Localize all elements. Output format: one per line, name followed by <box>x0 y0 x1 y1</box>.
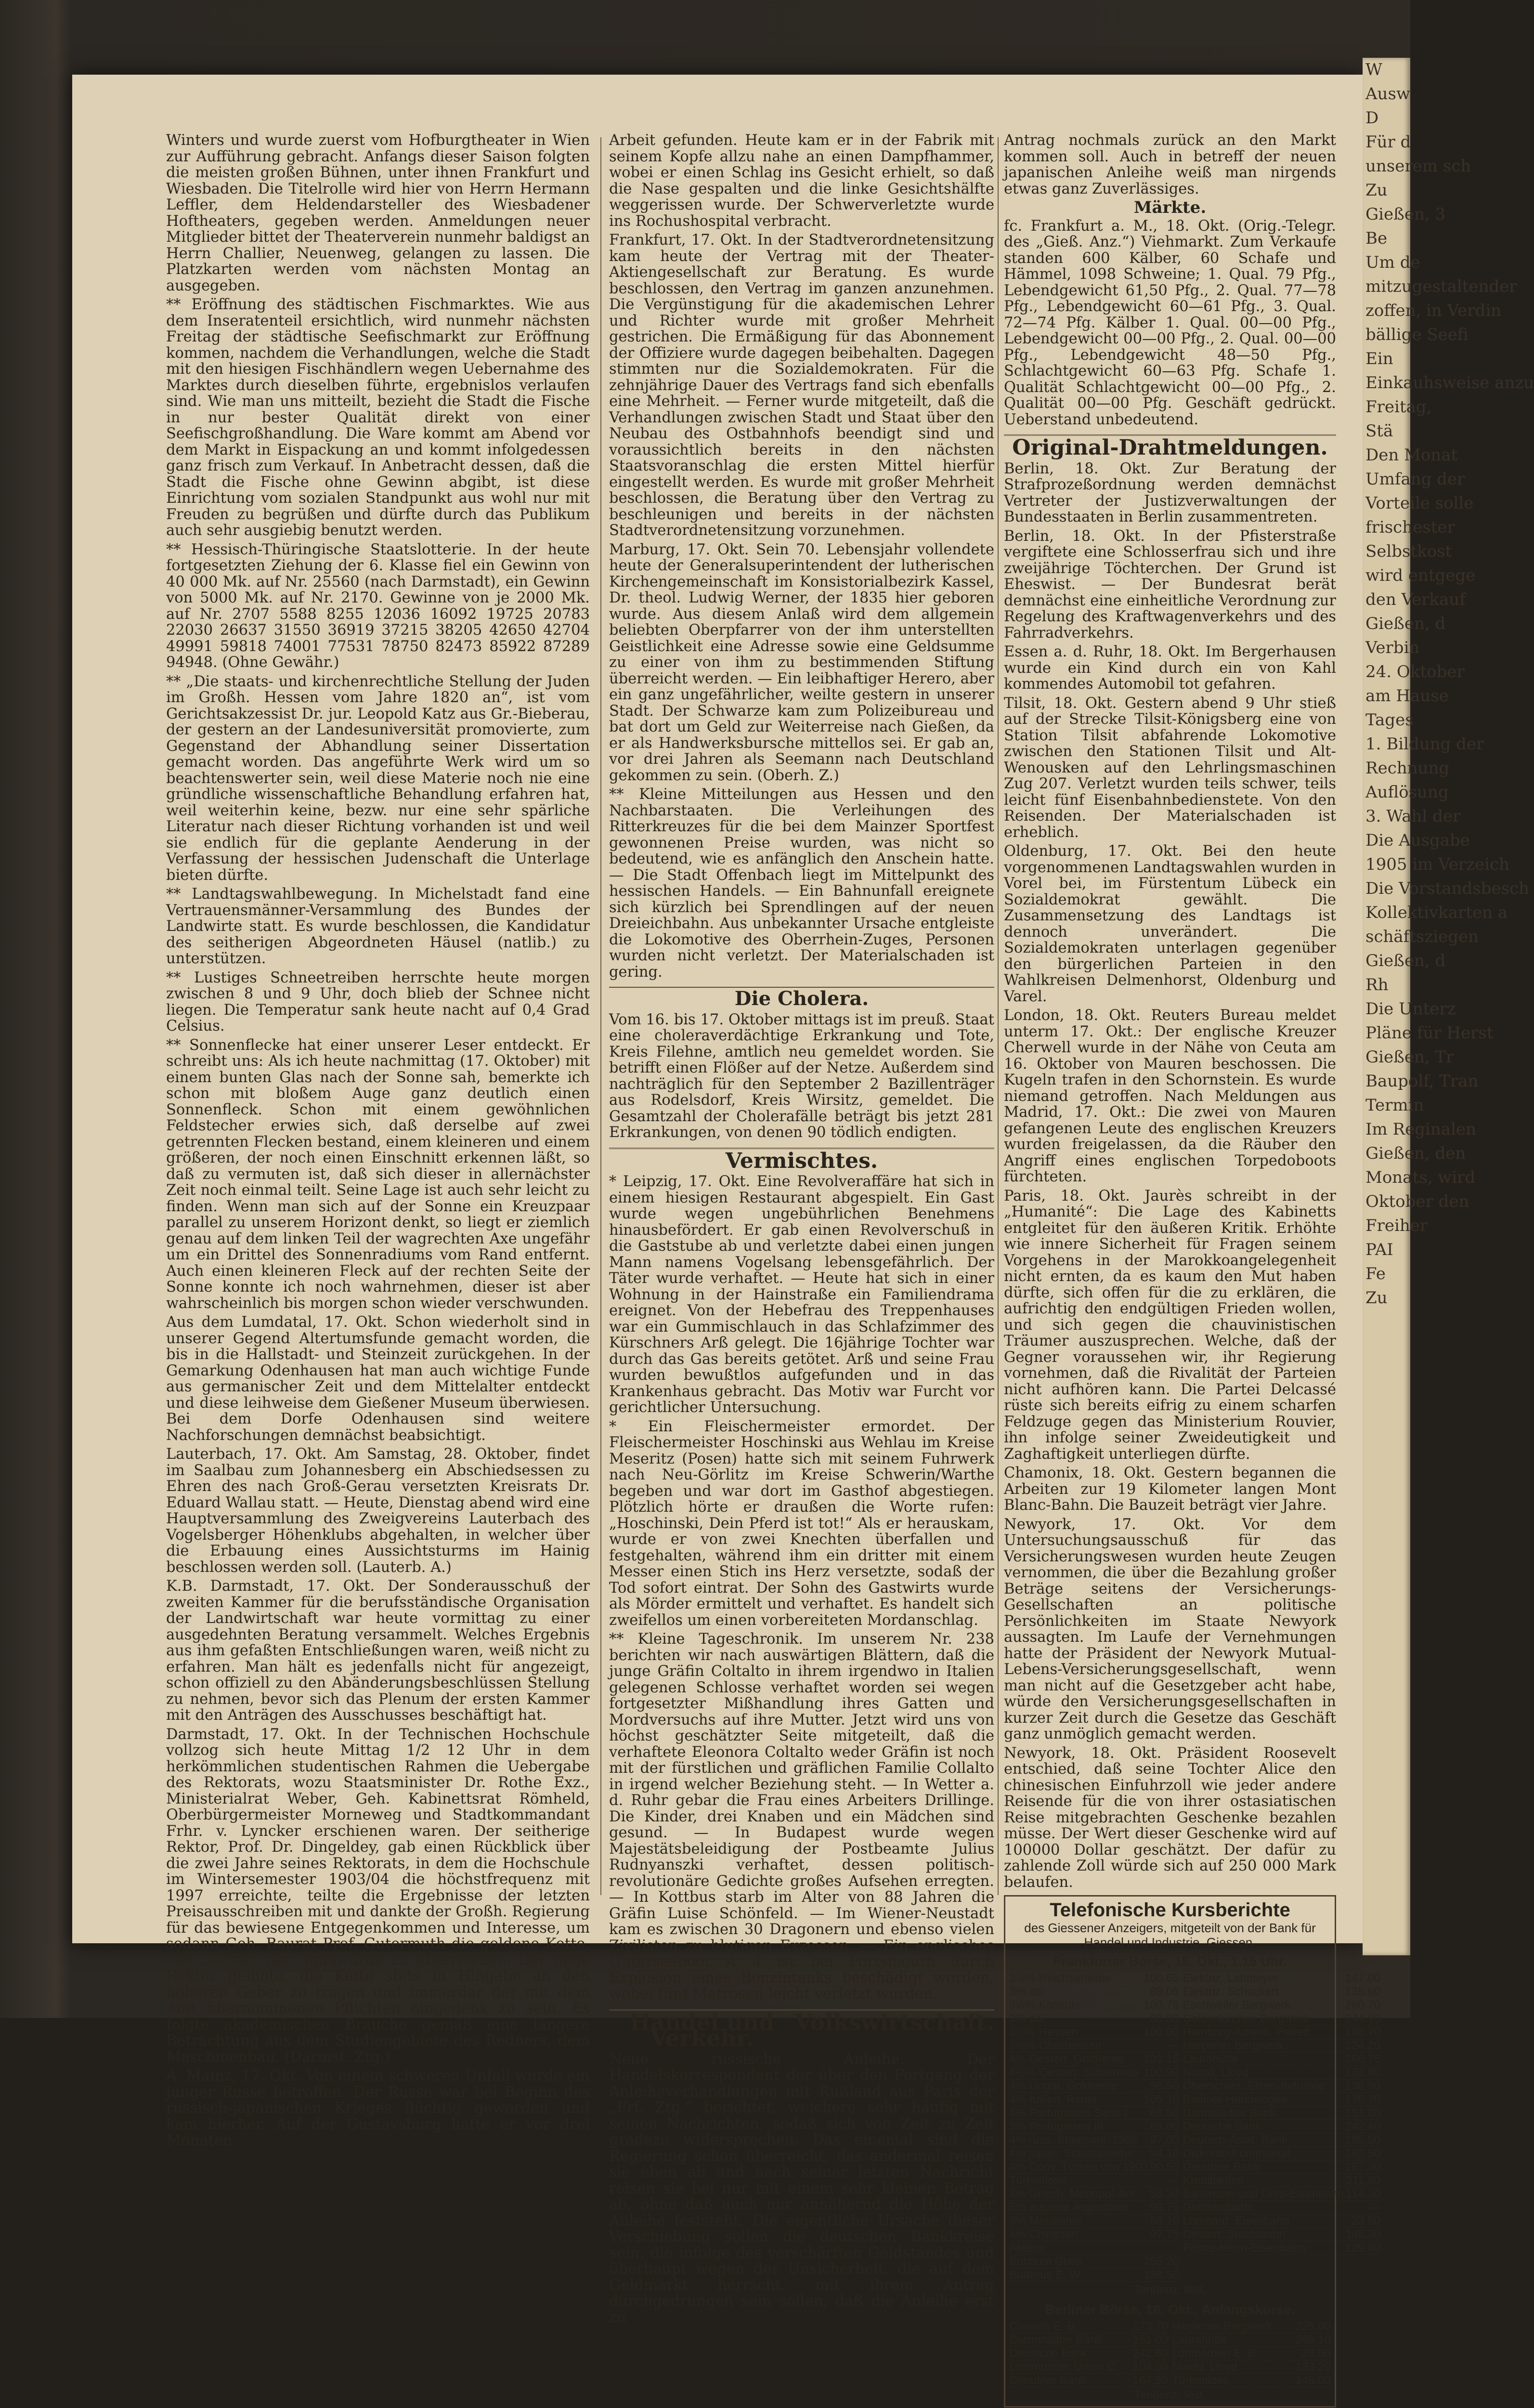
edge-text-fragment: Den Monat <box>1365 445 1458 465</box>
stock-value: 129.80 <box>1345 2241 1381 2254</box>
stock-name: Lombard. Eisenbahn <box>1183 2214 1290 2227</box>
frankfurt-right-column <box>1183 1972 1380 2282</box>
stock-value: 94.10 <box>1150 2146 1179 2160</box>
stock-row <box>1183 2241 1380 2255</box>
stock-value: 68.00 <box>1150 2120 1179 2133</box>
edge-text-fragment: Für d <box>1365 132 1411 152</box>
stock-name: 3½% Reichsanleihe <box>1009 1971 1112 1985</box>
stock-name: 4% Italien. Rente <box>1009 2093 1097 2106</box>
stock-row <box>1009 2066 1179 2080</box>
stock-name: Nordd. Lloyd <box>1183 2066 1248 2079</box>
stock-row <box>1009 2080 1179 2093</box>
stock-row <box>1009 2201 1179 2214</box>
edge-text-fragment: frischester <box>1365 518 1455 537</box>
berlin-tendenz: Tendenz: fest. <box>1134 2388 1206 2402</box>
stock-name: Baltimore- und Ohio-Eisenbahn <box>1183 2187 1344 2200</box>
wire-report: Paris, 18. Okt. Jaurès schreibt in der „Humanité“: Die Lage des Kabinetts entgleitet für den äußeren Kritik. Erhöhte wie innere Sicherheit für Fragen seinem Vorgehens in der Marokkoangelegenheit nicht ernten, da es kaum den Mut haben dürfte, sich offen für die zu erklären, die aufrichtig den endgültigen Frieden wollen, und sich gegen die chauvinistischen Träumer auszusprechen. Welche, daß der Gegner voraussehen wir, ihr Regierung vornehmen, daß die Rivalität der Parteien nicht aufhören kann. Die Partei Delcassé rüste sich bereits eifrig zu einem scharfen Feldzuge gegen das Ministerium Rouvier, ihn infolge seiner Zweideutigkeit und Zaghaftigkeit unterliegen dürfte. <box>1004 1187 1336 1463</box>
stock-name: Bochum Guss <box>1009 2254 1082 2268</box>
edge-text-fragment: Oktober den <box>1365 1192 1469 1211</box>
stock-name: Aktien: <box>1009 2241 1045 2254</box>
stock-value: 224.20 <box>1345 2039 1381 2052</box>
stock-value: 89.05 <box>1150 1985 1179 1998</box>
stock-value: 185.50 <box>1345 2133 1381 2146</box>
stock-value: 101.15 <box>1144 2052 1179 2066</box>
edge-text-fragment: Im Reginalen <box>1365 1120 1476 1139</box>
stock-value: 138.50 <box>1144 2268 1179 2281</box>
stock-value: 100.65 <box>1144 1971 1179 1985</box>
article-paragraph: ** „Die staats- und kirchenrechtliche Stellung der Juden im Großh. Hessen vom Jahre 1820 an“, ist vom Gerichtsakzessist Dr. jur. Leopold Katz aus Gr.-Bieberau, der gestern an der Landesuniversität promovierte, zum Gegenstand der Abhandlung seiner Dissertation gemacht worden. Das angeführte Werk wird um so beachtenswerter sein, weil diese Materie noch nie eine gründliche wissenschaftliche Behandlung erfahren hat, weil weiterhin keine, bezw. nur eine sehr spärliche Literatur nach dieser Richtung vorhanden ist und weil sie endlich für die geplante Aenderung in der Verfassung der hessischen Judenschaft die Unterlage bieten dürfte. <box>166 673 590 884</box>
stock-value: 147.00 <box>1345 1971 1381 1985</box>
stock-name: 5% äussere Argentinier <box>1009 2200 1129 2214</box>
stock-value: 255.20 <box>1144 2254 1179 2268</box>
edge-text-fragment: Gießen, 3 <box>1365 205 1446 224</box>
stock-name: Prince-Henri-Eisenbahn <box>1183 2241 1306 2254</box>
stock-value: 88.80 <box>1150 2012 1179 2025</box>
market-report: fc. Frankfurt a. M., 18. Okt. (Orig.-Telegr. des „Gieß. Anz.“) Viehmarkt. Zum Verkaufe standen 600 Kälber, 60 Schafe und Hämmel, 1098 Schweine; 1. Qual. 79 Pfg., Lebendgewicht 61,50 Pfg., 2. Qual. 77—78 Pfg., Lebendgewicht 60—61 Pfg., 3. Qual. 72—74 Pfg. Kälber 1. Qual. 00—00 Pfg., Lebendgewicht 00—00 Pfg., 2. Qual. 00—00 Pfg., Lebendgewicht 48—50 Pfg., Schlachtgewicht 60—63 Pfg. Schafe 1. Qualität Schlachtgewicht 00—00 Pfg., 2. Qualität 00—00 Pfg. Geschäft gedrückt. Ueberstand unbedeutend. <box>1004 217 1336 428</box>
stock-row <box>1009 2374 1168 2387</box>
stock-row <box>1009 2012 1179 2026</box>
stock-row <box>1009 2241 1179 2255</box>
edge-text-fragment: Freiher <box>1365 1216 1428 1235</box>
stock-row <box>1009 2026 1179 2039</box>
stock-value: 151.00 <box>1345 2106 1381 2120</box>
stock-name: Dortmunder Union C. <box>1009 2360 1118 2373</box>
edge-text-fragment: Gießen, Tr <box>1365 1047 1454 1067</box>
stock-row <box>1183 2066 1380 2080</box>
stock-name: 4% Conv. Türken von 1903 <box>1009 2160 1148 2173</box>
stock-name: 4% Ungar. Goldrente <box>1009 2079 1118 2093</box>
stock-row <box>1183 1999 1380 2012</box>
article-paragraph: ** Kleine Tageschronik. Im unserem Nr. 238 berichten wir nach auswärtigen Blättern, daß die junge Gräfin Coltalto in ihrem irgendwo in Italien gelegenen Schlosse verhaftet worden sei wegen fortgesetzter Mißhandlung ihres Gatten und Mordversuchs auf ihre Mutter. Jetzt wird uns von höchst geschätzter Seite mitgeteilt, daß die verhaftete Eleonora Coltalto weder Gräfin ist noch mit der fürstlichen und gräflichen Familie Collalto in irgend welcher Beziehung steht. — In Wetter a. d. Ruhr gebar die Frau eines Arbeiters Drillinge. Die Kinder, drei Knaben und ein Mädchen sind gesund. — In Budapest wurde wegen Majestätsbeleidigung der Postbeamte Julius Rudnyanszki verhaftet, dessen politisch-revolutionäre Gedichte großes Aufsehen erregten. — In Kottbus starb im Alter von 88 Jahren die Gräfin Luise Schönfeld. — Im Wiener-Neustadt kam es zwischen 30 Dragonern und ebenso vielen Zivilisten zu blutigen Exzessen. — Ein englisches Unterseeboot A 4 ist bei Portsmouth durch Explosion eines Benzintanks beschädigt worden, wobei fünf Matrosen leicht verletzt wurden. <box>609 1631 994 2002</box>
handel-heading-right: Volkswirtschaft. <box>794 2009 994 2035</box>
stock-name: Nordd. Lloyd <box>1172 2360 1238 2373</box>
edge-text-fragment: mitzugestaltender <box>1365 277 1517 296</box>
section-heading-cholera: Die Cholera. <box>609 987 994 1007</box>
article-paragraph: A. Mainz, 17. Okt. Von einem schweren Unfall wurde ein junger Russe betroffen. Der Russe war bei Beginn des russisch-japanischen Krieges flüchtig geworden und kam hierher. Auf der Gustavsburg hatte er vor drei Monaten <box>166 2068 590 2149</box>
edge-text-fragment: Einkauhsweise anzu <box>1365 373 1534 393</box>
stock-row <box>1009 2053 1179 2066</box>
stock-row <box>1183 2026 1380 2039</box>
stock-row <box>1009 1999 1179 2012</box>
stock-row <box>1183 2174 1380 2187</box>
stock-row <box>1009 2214 1179 2228</box>
stock-row <box>1009 2320 1168 2333</box>
stock-name: Eschweiler Bergwerk <box>1183 1998 1291 2012</box>
edge-text-fragment: D <box>1365 108 1379 128</box>
stock-row <box>1183 2201 1380 2214</box>
article-paragraph: ** Landtagswahlbewegung. In Michelstadt fand eine Vertrauensmänner-Versammlung des Bundes der Landwirte statt. Es wurde beschlossen, die Kandidatur des seitherigen Abgeordneten Häusel (natlib.) zu unterstützen. <box>166 886 590 967</box>
wire-report: Newyork, 18. Okt. Präsident Roosevelt entschied, daß seine Tochter Alice den chinesischen Einfuhrzoll wie jeder andere Reisende für die von ihrer ostasiatischen Reise mitgebrachten Geschenke bezahlen müsse. Der Wert dieser Geschenke wird auf 100000 Dollar geschätzt. Der dafür zu zahlende Zoll würde sich auf 250 000 Mark belaufen. <box>1004 1744 1336 1891</box>
stock-row <box>1183 2187 1380 2201</box>
stock-value: — <box>1369 2200 1381 2214</box>
stock-name: Deutsche Bank <box>1009 2346 1088 2360</box>
edge-text-fragment: Be <box>1365 229 1388 248</box>
column-rule <box>600 137 601 1895</box>
wire-report: Tilsit, 18. Okt. Gestern abend 9 Uhr stieß auf der Strecke Tilsit-Königsberg eine von Station Tilsit abfahrende Lokomotive zwischen den Stationen Tilsit und Alt-Wenousken auf den Lehrlingsmaschinen Zug 207. Verletzt wurden teils schwer, teils leicht fünf Eisenbahnbedienstete. Von den Reisenden. Der Materialschaden ist erheblich. <box>1004 694 1336 841</box>
edge-text-fragment: zoffen, in Verdin <box>1365 301 1502 320</box>
stock-name: 4% russ. Staatsanl. 1905 <box>1009 2133 1138 2146</box>
section-heading-vermischtes: Vermischtes. <box>609 1148 994 1169</box>
stock-row <box>1172 2360 1331 2374</box>
stock-name: Türkenlose <box>1009 2173 1066 2187</box>
edge-text-fragment: Die Unterz <box>1365 999 1456 1019</box>
stock-value: 167.50 <box>1132 2373 1168 2387</box>
stock-name: Laurahütte <box>1183 2052 1238 2066</box>
stock-row <box>1183 2053 1380 2066</box>
edge-text-fragment: Ein <box>1365 349 1393 368</box>
stock-value: 211.80 <box>1346 2173 1381 2187</box>
stock-row <box>1183 2039 1380 2053</box>
edge-text-fragment: Rh <box>1365 975 1389 995</box>
edge-text-fragment: Vorteile solle <box>1365 494 1474 513</box>
edge-text-fragment: Freitag, <box>1365 397 1432 417</box>
stock-value: 168.70 <box>1345 2025 1381 2039</box>
stock-name: Gotthardbahn <box>1183 2200 1254 2214</box>
stock-name: Gelsenkirchen Bergwerk <box>1183 2012 1309 2025</box>
stock-row <box>1009 2174 1179 2187</box>
stock-row <box>1009 2093 1179 2107</box>
stock-value: 138.50 <box>1345 2079 1381 2093</box>
edge-text-fragment: PAI <box>1365 1240 1393 1259</box>
stock-value: — <box>1167 2173 1179 2187</box>
stock-row <box>1172 2347 1331 2360</box>
berlin-right-column <box>1172 2320 1331 2387</box>
edge-text-fragment: Zu <box>1365 1288 1388 1308</box>
stock-name: Darmstädter Bank <box>1009 2333 1103 2346</box>
stock-row <box>1183 2120 1380 2133</box>
stock-row <box>1183 2093 1380 2107</box>
article-paragraph: Lauterbach, 17. Okt. Am Samstag, 28. Oktober, findet im Saalbau zum Johannesberg ein Abschiedsessen zu Ehren des nach Groß-Gerau versetzten Kreisrats Dr. Eduard Wallau statt. — Heute, Dienstag abend wird eine Hauptversammlung des Zweigvereins Lauterbach des Vogelsberger Höhenklubs abgehalten, in welcher über die Erbauung eines Aussichtsturms im Hainig beschlossen werden soll. (Lauterb. A.) <box>166 1446 590 1576</box>
article-paragraph: Darmstadt, 17. Okt. In der Technischen Hochschule vollzog sich heute Mittag 1/2 12 Uhr in dem herkömmlichen studentischen Rahmen die Uebergabe des Rektorats, wozu Staatsminister Dr. Rothe Exz., Ministerialrat Weber, Geh. Kabinettsrat Römheld, Oberbürgermeister Morneweg und Stadtkommandant Frhr. v. Lyncker erschienen waren. Der seitherige Rektor, Prof. Dr. Dingeldey, gab einen Rückblick über die zwei Jahre seines Rektorats, in dem die Hochschule im Wintersemester 1903/04 die höchstfrequenz mit 1997 erreichte, teilte die Ergebnisse der letzten Preisausschreiben mit und dankte der Großh. Regierung für das bewiesene Entgegenkommen und Interesse, um sodann Geh. Baurat Prof. Gutermuth die goldene Kette, das Zeichen der Amtswürde zu überreichen. Der neue Rektor gelobte, die Kette stets in Hingabe an den höheren Geber zu tragen und immerdar der mit dem Amt übernommenen Pflichten eingedenk zu sein. Es folgte akademischen Brauche gemäß eine längere Betrachtung aus dem Studiengebiete des Redners, dem Maschinenbau. (Darmst. Ztg.) <box>166 1726 590 2066</box>
stock-value: 90.75 <box>1150 2200 1179 2214</box>
stock-row <box>1009 2228 1179 2241</box>
stock-row <box>1183 1985 1380 1999</box>
stock-value: 100.00 <box>1144 2025 1179 2039</box>
stock-name: 4% Portugiesen Serie I <box>1009 2106 1128 2120</box>
stock-value: 145.30 <box>1345 2227 1381 2241</box>
stock-row <box>1009 2347 1168 2360</box>
edge-text-fragment: Termin <box>1365 1096 1424 1115</box>
stock-value: 280.70 <box>1345 1998 1381 2012</box>
stock-name: 3½% Oberhessen <box>1009 2039 1102 2052</box>
stock-name: Darmstädter Bank <box>1183 2106 1276 2120</box>
stock-name: Türkenlose <box>1172 2373 1229 2387</box>
edge-text-fragment: Gießen, den <box>1365 1144 1466 1163</box>
edge-text-fragment: Rechnung <box>1365 759 1450 778</box>
edge-text-fragment: Zu <box>1365 181 1388 200</box>
wire-report: Essen a. d. Ruhr, 18. Okt. Im Bergerhausen wurde ein Kind durch ein von Kahl kommendes Automobil tot gefahren. <box>1004 643 1336 693</box>
stock-value: 100.75 <box>1144 1998 1179 2012</box>
stock-value: 244.90 <box>1345 2012 1381 2025</box>
article-paragraph: Vom 16. bis 17. Oktober mittags ist im preuß. Staat eine choleraverdächtige Erkrankung und Tote, Kreis Filehne, amtlich neu gemeldet worden. Sie betrifft einen Flößer auf der Netze. Außerdem sind nachträglich für den September 2 Bazillenträger aus Rodelsdorf, Kreis Wirsitz, gemeldet. Die Gesamtzahl der Cholerafälle beträgt bis jetzt 281 Erkrankungen, von denen 90 tödlich endigten. <box>609 1011 994 1141</box>
stock-row <box>1009 2120 1179 2133</box>
stock-value: 97.75 <box>1150 2227 1179 2241</box>
stock-value: 100.90 <box>1144 2066 1179 2079</box>
stock-name: Hamburg-Amerik. Paketf. <box>1183 2025 1313 2039</box>
handel-heading-left: Handel und Verkehr. <box>629 2009 775 2051</box>
frankfurt-table <box>1009 1971 1381 2282</box>
stock-value: 242.40 <box>1345 2120 1381 2133</box>
edge-text-fragment: Umfang der <box>1365 470 1465 489</box>
stock-name: Elektriz. Lahmeyer <box>1183 1971 1279 1985</box>
edge-text-fragment: Kollektivkarten a <box>1365 903 1508 922</box>
adjacent-page-edge <box>1363 58 1534 1955</box>
edge-text-fragment: Ausw <box>1365 84 1411 104</box>
article-paragraph: * Ein Fleischermeister ermordet. Der Fleischermeister Hoschinski aus Wehlau im Kreise Meseritz (Posen) hatte sich mit seinem Fuhrwerk nach Neu-Görlitz im Kreise Schwerin/Warthe begeben und war dort im Gasthof abgestiegen. Plötzlich hörte er draußen die Worte rufen: „Hoschinski, Dein Pferd ist tot!“ Als er herauskam, wurde er von zwei Knechten überfallen und festgehalten, während ihm ein dritter mit einem Messer einen Stich ins Herz versetzte, sodaß der Tod sofort eintrat. Der Sohn des Gastwirts wurde als Mörder ermittelt und verhaftet. Es handelt sich zweifellos um einen vorbereiteten Mordanschlag. <box>609 1418 994 1629</box>
stock-row <box>1183 2147 1380 2160</box>
stock-name: 3½% Konsols <box>1009 1998 1080 2012</box>
article-paragraph: Antrag nochmals zurück an den Markt kommen soll. Auch in betreff der neuen japanischen Anleihe weiß man nirgends etwas ganz Zuverlässiges. <box>1004 132 1336 197</box>
stock-value: 225.00 <box>1295 2319 1331 2333</box>
stock-name: 4% Griech. Monopol-Anl. <box>1009 2187 1138 2200</box>
edge-text-fragment: Fe <box>1365 1264 1386 1283</box>
edge-text-fragment: 1. Bildung der <box>1365 734 1484 754</box>
edge-text-fragment: schäftsziegen <box>1365 927 1479 946</box>
wire-report: Chamonix, 18. Okt. Gestern begannen die Arbeiten zur 19 Kilometer langen Mont Blanc-Bahn. Die Bauzeit beträgt vier Jahre. <box>1004 1465 1336 1514</box>
stock-name: Harpener Bergwerk <box>1172 2319 1273 2333</box>
stock-name: Deutsche Bank <box>1183 2120 1261 2133</box>
edge-text-fragment: Gießen, d <box>1365 614 1446 633</box>
stock-name: Lombarden E. B. <box>1172 2346 1259 2360</box>
edge-text-fragment: 3. Wahl der <box>1365 807 1461 826</box>
stock-name: Berliner Handelsges. <box>1183 2093 1290 2106</box>
stock-value: 192.50 <box>1345 2146 1381 2160</box>
stock-value: 151.00 <box>1132 2333 1168 2346</box>
stock-name: Oberschles. Eisen-Industrie <box>1183 2079 1325 2093</box>
stock-row <box>1009 2268 1179 2282</box>
edge-text-fragment: den Verkauf <box>1365 590 1466 609</box>
article-paragraph: Frankfurt, 17. Okt. In der Stadtverordnetensitzung kam heute der Vertrag mit der Theater-Aktiengesellschaft zur Beratung. Es wurde beschlossen, den Vertrag im ganzen anzunehmen. Die Vergünstigung für die akademischen Lehrer und Richter wurde mit großer Mehrheit gestrichen. Die Ermäßigung für das Abonnement der Offiziere wurde dagegen beibehalten. Dagegen stimmten nur die Sozialdemokraten. Für die zehnjährige Dauer des Vertrags fand sich ebenfalls eine Mehrheit. — Ferner wurde mitgeteilt, daß die Verhandlungen zwischen Stadt und Staat über den Neubau des Ostbahnhofs beendigt sind und voraussichtlich bereits in den nächsten Staatsvoranschlag die ersten Mittel hierfür eingestellt werden. Es wurde mit großer Mehrheit beschlossen, die Beratung über den Vertrag zu beschleunigen und bereits in der nächsten Stadtverordnetensitzung vorzunehmen. <box>609 232 994 539</box>
stock-value: 242.60 <box>1132 2346 1168 2360</box>
stock-name: 4% japan. Staatsanleihe <box>1009 2146 1134 2160</box>
stock-row <box>1183 2107 1380 2120</box>
stock-report-box <box>1004 1895 1381 2408</box>
article-paragraph: Aus dem Lumdatal, 17. Okt. Schon wiederholt sind in unserer Gegend Altertumsfunde gemacht worden, die bis in die Hallstadt- und Steinzeit zurückgehen. In der Gemarkung Odenhausen hat man auch wichtige Funde aus germanischer Zeit und dem Mittelalter entdeckt und diese leihweise dem Gießener Museum überwiesen. Bei dem Dorfe Odenhausen sind weitere Nachforschungen demnächst beabsichtigt. <box>166 1314 590 1444</box>
wire-report: Oldenburg, 17. Okt. Bei den heute vorgenommenen Landtagswahlen wurden in Vorel bei, im Fürstentum Lübeck ein Sozialdemokrat gewählt. Die Zusammensetzung des Landtags ist dennoch unverändert. Die Sozialdemokraten unterlagen gegenüber den bürgerlichen Parteien in den Wahlkreisen Delmenhorst, Oldenburg und Varel. <box>1004 843 1336 1005</box>
stock-row <box>1009 2255 1179 2268</box>
edge-text-fragment: bällige Seefi <box>1365 325 1469 344</box>
stock-value: 104.50 <box>1132 2360 1168 2373</box>
edge-text-fragment: unserem sch <box>1365 157 1471 176</box>
stock-report-subtitle: des Giessener Anzeigers, mitgeteilt von der Bank für Handel und Industrie, Giessen. <box>1024 1921 1316 1950</box>
stock-value: 269.10 <box>1295 2333 1331 2346</box>
article-paragraph: K.B. Darmstadt, 17. Okt. Der Sonderausschuß der zweiten Kammer für die berufsständische Organisation der Landwirtschaft war heute vormittag zu einer ausgedehnten Beratung versammelt. Welches Ergebnis aus ihm gefaßten Entschließungen waren, weiß nicht zu erfahren. Man hält es jedenfalls nicht für angezeigt, schon offiziell zu den Abänderungsbeschlüssen Stellung zu nehmen, bevor sich das Plenum der ersten Kammer mit den Anträgen des Ausschusses beschäftigt hat. <box>166 1578 590 1724</box>
stock-value: 114.30 <box>1346 2187 1381 2200</box>
section-heading-drahtmeldungen: Original-Drahtmeldungen. <box>1004 434 1336 456</box>
stock-value: 173.70 <box>1132 2319 1168 2333</box>
stock-report-title: Telefonische Kursberichte <box>1050 1899 1290 1921</box>
edge-text-fragment: Baupolf, Tran <box>1365 1072 1479 1091</box>
stock-row <box>1172 2374 1331 2387</box>
stock-value: 145.00 <box>1295 2373 1331 2387</box>
stock-name: 3% do. <box>1009 1985 1045 1998</box>
edge-text-fragment: Die Ausgabe <box>1365 831 1470 850</box>
stock-value: 167.30 <box>1345 2160 1381 2173</box>
edge-text-fragment: Monats, wird <box>1365 1168 1476 1187</box>
article-paragraph: Winters und wurde zuerst vom Hofburgtheater in Wien zur Aufführung gebracht. Anfangs dieser Saison folgten die meisten großen Bühnen, unter ihnen Frankfurt und Wiesbaden. Die Titelrolle wird hier von Herrn Hermann Leffler, dem Heldendarsteller des Wiesbadener Hoftheaters, gegeben werden. Anmeldungen neuer Mitglieder bittet der Theaterverein nunmehr baldigst an Herrn Challier, Neuenweg, gelangen zu lassen. Die Platzkarten werden vom nächsten Montag an ausgegeben. <box>166 132 590 294</box>
article-paragraph: ** Kleine Mitteilungen aus Hessen und den Nachbarstaaten. Die Verleihungen des Ritterkreuzes für die bei dem Mainzer Sportfest gewonnenen Preise wurden, was nicht so bedeutend, wie es anfänglich den Anschein hatte. — Die Stadt Offenbach liegt im Mittelpunkt des hessischen Handels. — Ein Bahnunfall ereignete sich kürzlich bei Sprendlingen auf der neuen Dreieichbahn. Aus unbekannter Ursache entgleiste die Lokomotive des Oberrhein-Zuges, Personen wurden nicht verletzt. Der Materialschaden ist gering. <box>609 786 994 981</box>
stock-row <box>1183 1972 1380 1985</box>
stock-row <box>1183 2133 1380 2147</box>
stock-name: 3% Portugiesen III <box>1009 2120 1104 2133</box>
stock-name: Dresdner Bank <box>1183 2160 1260 2173</box>
stock-value: 135.60 <box>1345 1985 1381 1998</box>
edge-text-fragment: Die Vorstandsbesch <box>1365 879 1529 898</box>
article-paragraph: Neue russische Anleihe. Der Handelskorrespondent der über den Fortgang der Anleiheverhandlungen mit Rußland aus Paris der „Frf. Ztg.“ berichtet, weichere sehr häufig mit seinen Nachrichten, sodaß sich von Zeit zu Zeit gradezu widersprechen. Das einemal sind die Regierung schon überreicht, das andermal reisen sie eben ab und nach seiner letzten Nachricht reisen sie bei nur mit einem sehr kleinen Betrag ab, ohne daß auch nur annähernd die Höhe der Anleihe feststeht. Die eigentliche Ursache dieser Verschiebung sollen die deutschen Bankkreise sein, die infolge des verschärften Geldstandes und überhaupt wegen der Unsicherheit, die auf dem Geldmarkt herrscht, mit ihrem Antrag durchgedrungen sein sollen, daß die Anleihe erst zu <box>609 2051 994 2326</box>
wire-report: Berlin, 18. Okt. In der Pfisterstraße vergiftete eine Schlosserfrau sich und ihre zweijährige Töchterchen. Der Grund ist Eheswist. — Der Bundesrat berät demnächst eine einheitliche Verordnung zur Regelung des Kraftwagenverkehrs und des Fahrradverkehrs. <box>1004 527 1336 641</box>
stock-value: 53.30 <box>1150 2187 1179 2200</box>
edge-text-fragment: Tages <box>1365 710 1414 730</box>
stock-value: — <box>1167 2039 1179 2052</box>
stock-name: 3% Mexikaner <box>1009 2214 1083 2227</box>
stock-value: 268.75 <box>1345 2052 1381 2066</box>
stock-row <box>1183 2012 1380 2026</box>
stock-value: 68.10 <box>1150 2214 1179 2227</box>
column-rule <box>998 137 999 1895</box>
stock-name: Oesterr. Staatsbahn <box>1183 2227 1286 2241</box>
frankfurt-left-column <box>1009 1972 1179 2282</box>
section-heading-handel <box>609 2009 994 2051</box>
edge-text-fragment: Selbstkost <box>1365 542 1452 561</box>
frankfurt-tendenz: Tendenz: fest. <box>1134 2283 1206 2296</box>
stock-value: 96.50 <box>1150 2079 1179 2093</box>
stock-value: 23.50 <box>1301 2346 1331 2360</box>
stock-name: Buderus E. W. <box>1009 2268 1083 2281</box>
column-2 <box>609 132 994 2326</box>
edge-text-fragment: Verbin <box>1365 638 1420 657</box>
stock-row <box>1183 2228 1380 2241</box>
stock-value: 97.00 <box>1150 2133 1179 2146</box>
stock-name: Harpener Bergwerk <box>1183 2039 1283 2052</box>
article-paragraph: Arbeit gefunden. Heute kam er in der Fabrik mit seinem Kopfe allzu nahe an einen Dampfhammer, wobei er einen Schlag ins Gesicht erhielt, so daß die Nase gespalten und die linke Gesichtshälfte weggerissen wurde. Der Schwerverletzte wurde ins Rochushospital verbracht. <box>609 132 994 230</box>
stock-name: 3% do. <box>1009 2012 1045 2025</box>
stock-row <box>1009 2360 1168 2374</box>
stock-row <box>1183 2080 1380 2093</box>
article-paragraph: * Leipzig, 17. Okt. Eine Revolveraffäre hat sich in einem hiesigen Restaurant abgespielt. Ein Gast wurde wegen ungebührlichen Benehmens hinausbefördert. Er gab einen Revolverschuß in die Gaststube ab und verletzte dabei einen jungen Mann namens Vogelsang lebensgefährlich. Der Täter wurde verhaftet. — Heute hat sich in einer Wohnung in der Hainstraße ein Familiendrama ereignet. Von der Hebefrau des Treppenhauses war ein Gummischlauch in das Schlafzimmer des Kürschners Arß gelegt. Die 16jährige Tochter war durch das Gas bereits getötet. Arß und seine Frau wurden bewußtlos aufgefunden und in das Krankenhaus gebracht. Das Motiv war Furcht vor gerichtlicher Untersuchung. <box>609 1173 994 1416</box>
stock-row <box>1009 1972 1179 1985</box>
stock-name: Laurahütte <box>1172 2333 1227 2346</box>
stock-row <box>1009 2039 1179 2053</box>
stock-row <box>1183 2160 1380 2174</box>
stock-value: 105.10 <box>1144 2093 1179 2106</box>
stock-name: Canada E. B. <box>1009 2319 1078 2333</box>
wire-report: Newyork, 17. Okt. Vor dem Untersuchungsausschuß für das Versicherungswesen wurden heute Zeugen vernommen, die über die Bezahlung großer Beträge seitens der Versicherungs-Gesellschaften an politische Persönlichkeiten im Staate Newyork aussagten. Im Laufe der Vernehmungen hatte der Präsident der Newyork Mutual-Lebens-Versicherungsgesellschaft, wenn man nicht auf die Gesetzgeber acht habe, würde den Versicherungsgesellschaften in kurzer Zeit durch die Gesetze das Geschäft ganz unmöglich gemacht werden. <box>1004 1516 1336 1742</box>
stock-value: 23.50 <box>1352 2214 1381 2227</box>
stock-name: Deutsch-Asiat. Bank <box>1183 2133 1288 2146</box>
stock-name: 4% Oesterr. Goldrente <box>1009 2052 1124 2066</box>
article-paragraph: ** Lustiges Schneetreiben herrschte heute morgen zwischen 8 und 9 Uhr, doch blieb der Schnee nicht liegen. Die Temperatur sank heute nacht auf 0,4 Grad Celsius. <box>166 969 590 1034</box>
stock-value: 68.50 <box>1150 2106 1179 2120</box>
stock-name: Elektriz. Schuckert <box>1183 1985 1279 1998</box>
wire-report: London, 18. Okt. Reuters Bureau meldet unterm 17. Okt.: Der englische Kreuzer Cherwell wurde in der Nähe von Ceuta am 16. Oktober von Mauren beschossen. Die Kugeln trafen in den Schornstein. Es wurde niemand getroffen. Nach Meldungen aus Madrid, 17. Okt.: Die zwei von Mauren gefangenen Leute des englischen Kreuzers wurden freigelassen, da die Räuber den Angriff eines englischen Torpedoboots fürchteten. <box>1004 1007 1336 1185</box>
edge-text-fragment: Gießen, d <box>1365 951 1446 970</box>
berlin-heading: Berliner Börse, 18. Okt., Anfangskurse. <box>1045 2302 1295 2317</box>
edge-text-fragment: 24. Oktober <box>1365 662 1465 681</box>
edge-text-fragment: W <box>1365 60 1382 79</box>
stock-row <box>1009 2187 1179 2201</box>
stock-row <box>1172 2320 1331 2333</box>
berlin-table <box>1009 2320 1331 2387</box>
stock-row <box>1009 2107 1179 2120</box>
wire-report: Berlin, 18. Okt. Zur Beratung der Strafprozeßordnung werden demnächst Vertreter der Justizverwaltungen der Bundesstaaten in Berlin zusammentreten. <box>1004 460 1336 525</box>
edge-text-fragment: Stä <box>1365 421 1393 441</box>
stock-value: 90.50 <box>1150 2160 1179 2173</box>
stock-value <box>1177 2241 1179 2254</box>
stock-row <box>1009 2147 1179 2160</box>
article-paragraph: Marburg, 17. Okt. Sein 70. Lebensjahr vollendete heute der Generalsuperintendent der lutherischen Kirchengemeinschaft im Konsistorialbezirk Kassel, Dr. theol. Ludwig Werner, der 1835 hier geboren wurde. Aus diesem Anlaß wird dem allgemein beliebten Oberpfarrer von der ihm unterstellten Geistlichkeit eine Adresse sowie eine Geldsumme zu einer von ihm zu bestimmenden Stiftung überreicht werden. — Ein leibhaftiger Herero, aber ein ganz ungefährlicher, weilte gestern in unserer Stadt. Der Schwarze kam zum Polizeibureau und bat dort um Geld zur Weiterreise nach Gießen, da er als Handwerksbursche mittellos sei. Er gab an, vor drei Jahren als Seemann nach Deutschland gekommen zu sein. (Oberh. Z.) <box>609 541 994 784</box>
edge-text-fragment: wird entgege <box>1365 566 1476 585</box>
stock-row <box>1009 1985 1179 1999</box>
stock-name: Kreditaktien <box>1183 2173 1244 2187</box>
edge-text-fragment: Auflösung <box>1365 783 1449 802</box>
stock-value: 133.20 <box>1295 2360 1331 2373</box>
stock-row <box>1009 2333 1168 2347</box>
stock-value: 176.70 <box>1345 2093 1381 2106</box>
stock-name: Dresdner Bank <box>1009 2373 1087 2387</box>
stock-name: 4½% Oesterr. Silberrente <box>1009 2066 1139 2079</box>
stock-name: Diskonto-Kommandit. <box>1183 2146 1294 2160</box>
edge-text-fragment: Um de <box>1365 253 1420 272</box>
frankfurt-heading: Frankfurter Börse, 18. Okt., 1.15 Uhr. <box>1053 1954 1287 1969</box>
stock-name: 3½% Hessen <box>1009 2025 1078 2039</box>
stock-row <box>1183 2214 1380 2228</box>
edge-text-fragment: 1905 im Verzeich <box>1365 855 1509 874</box>
stock-value: 133.80 <box>1345 2066 1381 2079</box>
article-paragraph: ** Eröffnung des städtischen Fischmarktes. Wie aus dem Inseratenteil ersichtlich, wird nunmehr nächsten Freitag der städtische Seefischmarkt zur Eröffnung kommen, nachdem die Verhandlungen, welche die Stadt mit den hiesigen Fischhändlern wegen Uebernahme des Marktes durch dieselben führte, ergebnislos verlaufen sind. Wie man uns mitteilt, bezieht die Stadt die Fische in nur bester Qualität direkt von einer Seefischgroßhandlung. Die Ware kommt am Abend vor dem Markt in Eispackung an und kommt infolgedessen ganz frisch zum Verkauf. In Anbetracht dessen, daß die Stadt die Fische ohne Gewinn abgibt, ist diese Einrichtung vom sozialen Standpunkt aus wohl nur mit Freuden zu begrüßen und dürfte durch das Publikum auch sehr ausgiebig benutzt werden. <box>166 296 590 539</box>
section-heading-maerkte: Märkte. <box>1133 198 1207 217</box>
edge-text-fragment: Pläne für Herst <box>1365 1023 1494 1043</box>
edge-text-fragment: am Hause <box>1365 686 1449 706</box>
article-paragraph: ** Hessisch-Thüringische Staatslotterie. In der heute fortgesetzten Ziehung der 6. Klasse fiel ein Gewinn von 40 000 Mk. auf Nr. 25560 (nach Darmstadt), ein Gewinn von 5000 Mk. auf Nr. 2170. Gewinne von je 2000 Mk. auf Nr. 2707 5588 8255 12036 16092 19725 20783 22030 26637 31550 36919 37215 38205 42650 42704 49991 59818 74001 77531 78750 82473 85922 87289 94948. (Ohne Gewähr.) <box>166 541 590 671</box>
column-1 <box>166 132 590 2149</box>
stock-row <box>1009 2160 1179 2174</box>
article-paragraph: ** Sonnenflecke hat einer unserer Leser entdeckt. Er schreibt uns: Als ich heute nachmittag (17. Oktober) mit einem bunten Glas nach der Sonne sah, bemerkte ich schon mit bloßem Auge ganz deutlich einen Sonnenfleck. Schon mit einem gewöhnlichen Feldstecher erwies sich, daß derselbe auf zwei getrennten Flecken bestand, einem kleineren und einem größeren, der noch einen Einschnitt erkennen läßt, so daß zu vermuten ist, daß sich dieser in allernächster Zeit noch einmal teilt. Seine Lage ist auch sehr leicht zu finden. Wenn man sich auf der Sonne ein Kreuzpaar parallel zu unserem Horizont denkt, so liegt er ziemlich genau auf dem linken Teil der wagrechten Axe ungefähr um ein Drittel des Sonnenradiums vom Rand entfernt. Auch einen kleineren Fleck auf der rechten Seite der Sonne konnte ich noch wahrnehmen, dieser ist aber wahrscheinlich bis morgen schon wieder verschwunden. <box>166 1036 590 1312</box>
stock-row <box>1172 2333 1331 2347</box>
stock-name: 4% Chinesen <box>1009 2227 1078 2241</box>
berlin-left-column <box>1009 2320 1168 2387</box>
stock-row <box>1009 2133 1179 2147</box>
